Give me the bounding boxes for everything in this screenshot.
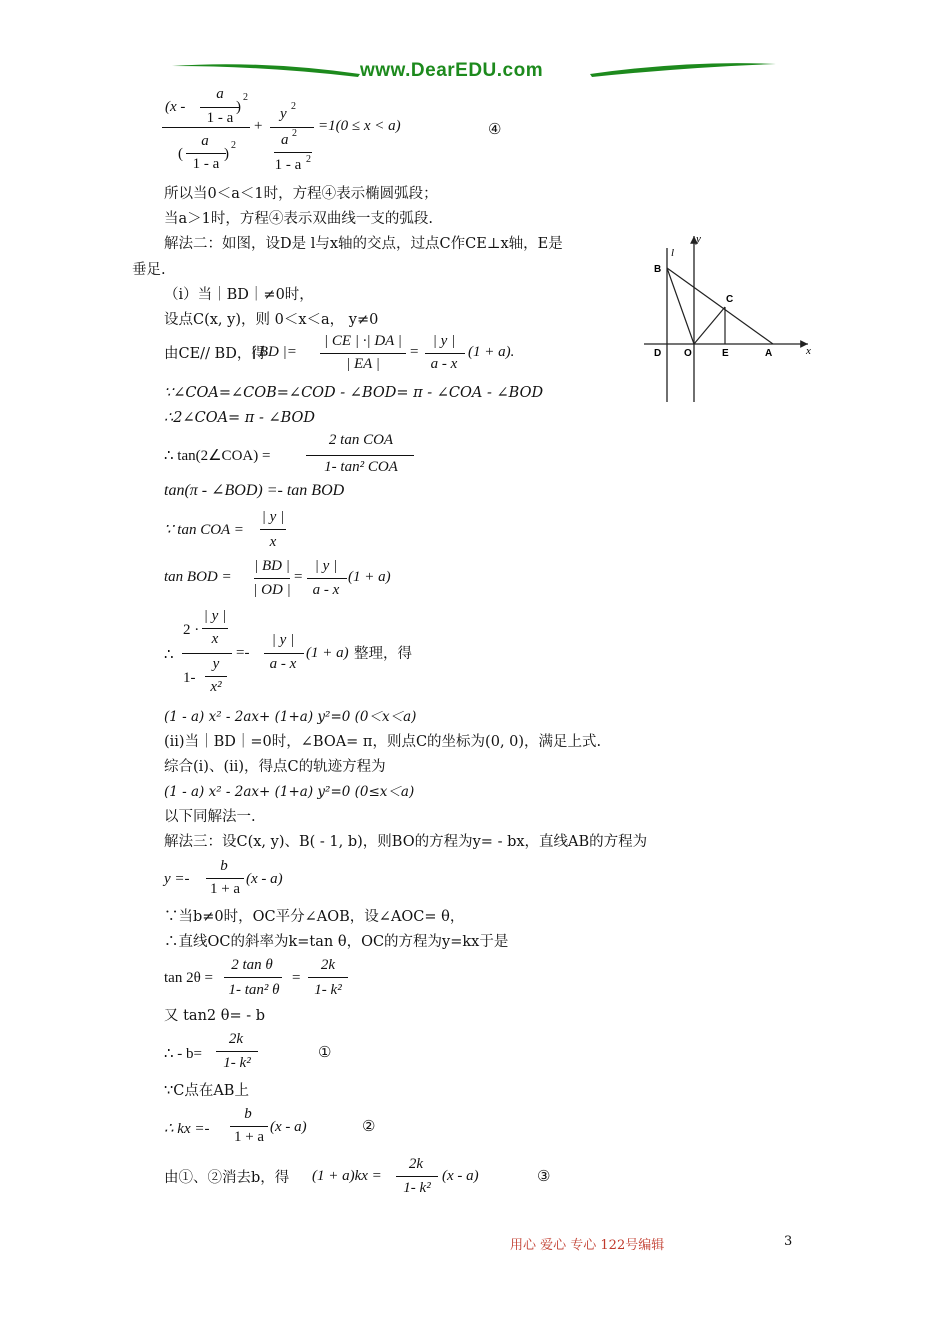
eq2-tail: (x - a) <box>270 1119 307 1135</box>
eq4-n1: (x - <box>165 99 186 115</box>
fig-label-x: x <box>806 345 811 357</box>
fig-label-b: B <box>654 264 662 275</box>
eq-tancoa-lhs: ∵ tan COA = <box>164 522 244 538</box>
eq-comp-n2: | y | <box>271 632 295 648</box>
text-line: 以下同解法一. <box>164 809 256 825</box>
eq4-n1b: 1 - a <box>206 110 234 126</box>
eq-comp-dn: y <box>212 656 220 672</box>
eq4-d2bp: 2 <box>306 154 311 165</box>
text-line: ∵C点在AB上 <box>164 1083 249 1099</box>
eq-ab-num: b <box>220 858 228 874</box>
eq-comp-dd: x² <box>210 679 222 695</box>
fig-label-y: y <box>696 233 701 245</box>
eq-t2t-den: 1- tan² θ <box>228 982 280 998</box>
fig-label-a: A <box>765 348 773 359</box>
eq-comp-lead: ∴ <box>164 647 174 663</box>
eq-bd-lead: 由CE// BD，得 <box>164 346 266 362</box>
eq-tanbod-eq: = <box>294 569 303 585</box>
eq4-n2: y <box>280 106 287 122</box>
eq-comp-n1: 2 · <box>183 622 200 638</box>
fig-label-l: l <box>671 247 675 259</box>
eq-comp-tail: (1 + a) <box>306 645 349 661</box>
eq1-den: 1- k² <box>223 1055 251 1071</box>
eq4-n1c: ) <box>236 99 241 115</box>
eq-tanbod-num2: | y | <box>314 558 338 574</box>
eq-comp-nd: x <box>211 631 219 647</box>
page-number: 3 <box>784 1234 793 1249</box>
eq3-den: 1- k² <box>403 1180 431 1196</box>
eq-t2t-lhs: tan 2θ = <box>164 970 213 986</box>
text-line: ∴直线OC的斜率为k=tan θ，OC的方程为y=kx于是 <box>164 934 509 950</box>
eq-t2t-num2: 2k <box>320 957 336 973</box>
site-logo: www.DearEDU.com <box>360 60 544 81</box>
fig-label-d: D <box>654 348 662 359</box>
eq-bd-den2: a - x <box>430 356 458 372</box>
eq-tanbod-tail: (1 + a) <box>348 569 391 585</box>
eq-comp-d2: a - x <box>269 656 297 672</box>
geometry-figure <box>640 228 820 408</box>
eq2-den: 1 + a <box>233 1129 265 1145</box>
eq4-d2a: a <box>281 132 289 148</box>
eq4-tag: ④ <box>488 122 502 138</box>
eq3-tag: ③ <box>537 1169 551 1185</box>
eq-bd-den: | EA | <box>346 356 380 372</box>
eq-bd-num: | CE | ·| DA | <box>324 333 402 349</box>
text-line: 又 tan2 θ= - b <box>164 1008 266 1024</box>
eq-tancoa-num: | y | <box>261 509 285 525</box>
eq4-d2b: 1 - a <box>274 157 302 173</box>
eq-tanbod-num: | BD | <box>254 558 290 574</box>
eq-tan2coa-den: 1- tan² COA <box>324 459 398 475</box>
text-line: 当a＞1时，方程④表示双曲线一支的弧段. <box>164 211 433 227</box>
eq-t2t-den2: 1- k² <box>314 982 342 998</box>
text-line: 解法二：如图，设D是 l与x轴的交点，过点C作CE⊥x轴，E是 <box>164 236 563 252</box>
text-line: 设点C(x, y)，则 0＜x＜a， y≠0 <box>164 312 379 328</box>
eq2-num: b <box>244 1106 252 1122</box>
text-line: 综合(i)、(ii)，得点C的轨迹方程为 <box>164 759 386 775</box>
eq-bd-lhs: | BD |= <box>251 344 297 360</box>
eq-tan2coa-lhs: ∴ tan(2∠COA) = <box>164 448 271 464</box>
text-line: (1 - a) x² - 2ax+ (1+a) y²=0 (0＜x＜a) <box>164 709 417 725</box>
eq-ab-tail: (x - a) <box>246 871 283 887</box>
eq4-d1b: 1 - a <box>192 156 220 172</box>
eq-bd-num2: | y | <box>432 333 456 349</box>
text-line: ∴2∠COA= π - ∠BOD <box>164 410 316 426</box>
eq-ab-den: 1 + a <box>209 881 241 897</box>
eq-comp-eq: =- <box>236 645 250 661</box>
text-line: tan(π - ∠BOD) =- tan BOD <box>164 482 345 499</box>
text-line: 所以当0＜a＜1时，方程④表示椭圆弧段； <box>164 186 438 202</box>
eq4-d2ap: 2 <box>292 128 297 139</box>
eq3-lhs: (1 + a)kx = <box>312 1168 382 1184</box>
eq4-d1a: a <box>201 133 209 149</box>
text-line: (1 - a) x² - 2ax+ (1+a) y²=0 (0≤x＜a) <box>164 784 415 800</box>
eq3-lead: 由①、②消去b，得 <box>164 1170 290 1186</box>
eq-tanbod-den2: a - x <box>312 582 340 598</box>
eq2-lhs: ∴ kx =- <box>164 1121 210 1137</box>
fig-label-c: C <box>726 294 734 305</box>
eq-tancoa-den: x <box>269 534 277 550</box>
eq4-rhs: =1(0 ≤ x < a) <box>318 118 401 134</box>
eq-t2t-eq: = <box>292 970 301 986</box>
eq4-n1a: a <box>216 86 224 102</box>
eq4-n2p: 2 <box>291 101 296 112</box>
eq4-d1p: 2 <box>231 140 236 151</box>
eq-comp-d1: 1- <box>183 670 196 686</box>
eq4-d1c: ) <box>224 146 229 162</box>
eq-bd-eq: = <box>410 344 419 360</box>
text-line: ∵当b≠0时，OC平分∠AOB，设∠AOC= θ， <box>164 909 465 925</box>
footer-note: 用心 爱心 专心 122号编辑 <box>510 1238 665 1253</box>
eq4-plus: + <box>254 118 263 134</box>
eq1-tag: ① <box>318 1045 332 1061</box>
text-line: (ii)当｜BD｜=0时，∠BOA= π，则点C的坐标为(0, 0)，满足上式. <box>164 734 602 750</box>
eq-comp-nn: | y | <box>203 608 227 624</box>
text-line: 垂足. <box>132 262 166 278</box>
eq4-n1p: 2 <box>243 92 248 103</box>
eq1-lhs: ∴ - b= <box>164 1046 202 1062</box>
eq-comp-text: 整理，得 <box>354 646 412 662</box>
eq4-d1: ( <box>178 146 183 162</box>
text-line: ∵∠COA=∠COB=∠COD - ∠BOD= π - ∠COA - ∠BOD <box>164 385 544 401</box>
eq1-num: 2k <box>228 1031 244 1047</box>
text-line: （i）当｜BD｜≠0时， <box>164 287 314 303</box>
fig-label-o: O <box>684 348 692 359</box>
eq3-num: 2k <box>408 1156 424 1172</box>
eq-tan2coa-num: 2 tan COA <box>328 432 394 448</box>
eq-ab-lhs: y =- <box>164 871 190 887</box>
eq3-tail: (x - a) <box>442 1168 479 1184</box>
eq-bd-tail: (1 + a). <box>468 344 515 360</box>
eq-tanbod-den: | OD | <box>253 582 291 598</box>
eq-tanbod-lhs: tan BOD = <box>164 569 232 585</box>
eq2-tag: ② <box>362 1119 376 1135</box>
fig-label-e: E <box>722 348 729 359</box>
eq-t2t-num: 2 tan θ <box>231 957 273 973</box>
text-line: 解法三：设C(x, y)、B( - 1, b)，则BO的方程为y= - bx，直线AB的方程为 <box>164 834 648 850</box>
